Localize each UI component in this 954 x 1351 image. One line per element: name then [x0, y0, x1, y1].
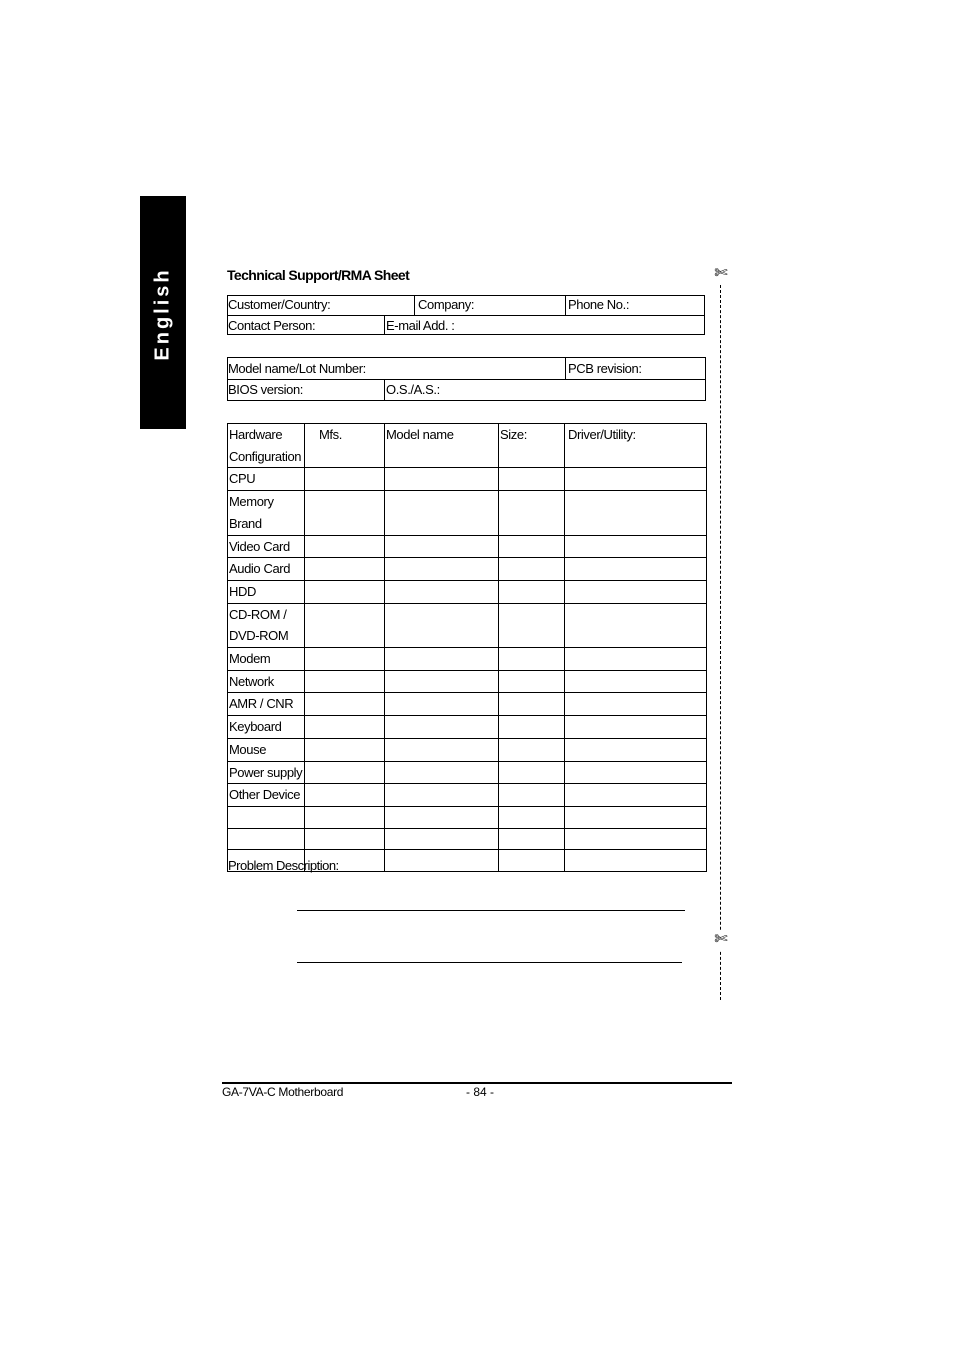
- table-cell[interactable]: [499, 738, 565, 761]
- table-cell[interactable]: [499, 468, 565, 491]
- table-row: [228, 491, 707, 535]
- table-cell[interactable]: [565, 784, 707, 807]
- table-cell[interactable]: [499, 491, 565, 535]
- row-label: Modem: [228, 648, 305, 671]
- header-model-name: Model name: [385, 424, 499, 468]
- row-label[interactable]: [228, 828, 305, 850]
- table-cell[interactable]: [305, 468, 385, 491]
- table-cell[interactable]: [305, 535, 385, 558]
- contact-person-field[interactable]: Contact Person:: [228, 318, 316, 333]
- table-row: [228, 784, 707, 807]
- table-cell[interactable]: [499, 535, 565, 558]
- row-label: Other Device: [228, 784, 305, 807]
- table-cell[interactable]: [385, 535, 499, 558]
- header-hardware-config: [228, 424, 305, 468]
- table-cell[interactable]: [565, 806, 707, 828]
- table-cell[interactable]: [385, 603, 499, 647]
- table-cell[interactable]: [565, 580, 707, 603]
- table-row: [228, 716, 707, 739]
- table-cell[interactable]: [385, 716, 499, 739]
- table-cell[interactable]: [305, 603, 385, 647]
- table-cell[interactable]: [385, 670, 499, 693]
- table-cell[interactable]: [305, 670, 385, 693]
- table-row: [228, 648, 707, 671]
- table-cell[interactable]: [565, 468, 707, 491]
- table-row: [228, 535, 707, 558]
- row-label: Audio Card: [228, 558, 305, 581]
- table-row: [228, 761, 707, 784]
- table-cell[interactable]: [305, 693, 385, 716]
- table-cell[interactable]: [385, 784, 499, 807]
- footer-product-name: GA-7VA-C Motherboard: [222, 1085, 344, 1099]
- row-label: AMR / CNR: [228, 693, 305, 716]
- table-cell[interactable]: [385, 761, 499, 784]
- row-label: HDD: [228, 580, 305, 603]
- problem-description-label: Problem Description:: [228, 858, 339, 873]
- footer-rule: [222, 1082, 732, 1084]
- customer-col-divider: [565, 295, 566, 315]
- row-label: Memory Brand: [228, 491, 305, 535]
- table-cell[interactable]: [385, 558, 499, 581]
- os-field[interactable]: O.S./A.S.:: [386, 382, 440, 397]
- table-cell[interactable]: [499, 603, 565, 647]
- customer-col-divider: [414, 295, 415, 315]
- language-tab-label: English: [151, 267, 174, 361]
- phone-field[interactable]: Phone No.:: [568, 297, 630, 312]
- table-cell[interactable]: [385, 806, 499, 828]
- table-cell[interactable]: [385, 468, 499, 491]
- row-label: CPU: [228, 468, 305, 491]
- table-cell[interactable]: [499, 670, 565, 693]
- model-lot-field[interactable]: Model name/Lot Number:: [228, 361, 366, 376]
- table-cell[interactable]: [565, 738, 707, 761]
- table-cell[interactable]: [305, 716, 385, 739]
- table-cell[interactable]: [385, 580, 499, 603]
- table-row: [228, 828, 707, 850]
- table-cell[interactable]: [565, 603, 707, 647]
- table-cell[interactable]: [565, 828, 707, 850]
- language-tab: [140, 196, 186, 429]
- table-cell[interactable]: [385, 693, 499, 716]
- header-size: Size:: [499, 424, 565, 468]
- table-cell[interactable]: [305, 648, 385, 671]
- row-label[interactable]: [228, 806, 305, 828]
- problem-description-line[interactable]: [297, 962, 682, 963]
- table-cell[interactable]: [565, 670, 707, 693]
- row-label: Keyboard: [228, 716, 305, 739]
- customer-country-field[interactable]: Customer/Country:: [228, 297, 331, 312]
- hardware-table: [227, 423, 707, 872]
- scissors-icon: ✄: [714, 265, 728, 282]
- table-cell[interactable]: [305, 738, 385, 761]
- table-cell[interactable]: [305, 806, 385, 828]
- pcb-revision-field[interactable]: PCB revision:: [568, 361, 642, 376]
- header-line: Configuration: [229, 448, 302, 464]
- table-cell[interactable]: [305, 580, 385, 603]
- table-cell[interactable]: [565, 761, 707, 784]
- row-label: Network: [228, 670, 305, 693]
- company-field[interactable]: Company:: [418, 297, 475, 312]
- table-cell[interactable]: [499, 806, 565, 828]
- hardware-header-row: [228, 424, 707, 468]
- table-cell[interactable]: [305, 491, 385, 535]
- table-cell[interactable]: [385, 850, 499, 872]
- table-cell[interactable]: [305, 761, 385, 784]
- table-row: [228, 580, 707, 603]
- table-cell[interactable]: [499, 693, 565, 716]
- table-cell[interactable]: [499, 850, 565, 872]
- table-cell[interactable]: [499, 828, 565, 850]
- table-cell[interactable]: [499, 648, 565, 671]
- table-cell[interactable]: [385, 828, 499, 850]
- table-cell[interactable]: [499, 784, 565, 807]
- table-row: [228, 468, 707, 491]
- table-cell[interactable]: [385, 738, 499, 761]
- row-label: CD-ROM / DVD-ROM: [228, 603, 305, 647]
- table-row: [228, 738, 707, 761]
- email-field[interactable]: E-mail Add. :: [386, 318, 455, 333]
- table-cell[interactable]: [385, 648, 499, 671]
- problem-description-line[interactable]: [297, 910, 685, 911]
- table-cell[interactable]: [499, 761, 565, 784]
- table-row: [228, 603, 707, 647]
- bios-version-field[interactable]: BIOS version:: [228, 382, 303, 397]
- table-cell[interactable]: [565, 648, 707, 671]
- header-mfs: Mfs.: [305, 424, 385, 468]
- table-cell[interactable]: [499, 716, 565, 739]
- table-cell[interactable]: [305, 828, 385, 850]
- table-cell[interactable]: [305, 558, 385, 581]
- table-cell[interactable]: [499, 580, 565, 603]
- sheet-title: Technical Support/RMA Sheet: [227, 267, 410, 283]
- table-cell[interactable]: [499, 558, 565, 581]
- table-cell[interactable]: [565, 850, 707, 872]
- table-row: [228, 806, 707, 828]
- row-label: Video Card: [228, 535, 305, 558]
- table-cell[interactable]: [305, 784, 385, 807]
- cut-line: [720, 285, 721, 1000]
- table-cell[interactable]: [385, 491, 499, 535]
- table-row: [228, 693, 707, 716]
- row-label: Mouse: [228, 738, 305, 761]
- row-label: Power supply: [228, 761, 305, 784]
- table-row: [228, 558, 707, 581]
- table-cell[interactable]: [565, 535, 707, 558]
- header-line: Hardware: [229, 427, 283, 442]
- table-cell[interactable]: [565, 558, 707, 581]
- table-cell[interactable]: [565, 491, 707, 535]
- table-cell[interactable]: [565, 716, 707, 739]
- header-driver-utility: Driver/Utility:: [565, 424, 707, 468]
- table-cell[interactable]: [565, 693, 707, 716]
- table-row: [228, 670, 707, 693]
- footer-page-number: - 84 -: [466, 1085, 495, 1099]
- product-col-divider: [565, 357, 566, 379]
- scissors-icon: ✄: [714, 931, 728, 948]
